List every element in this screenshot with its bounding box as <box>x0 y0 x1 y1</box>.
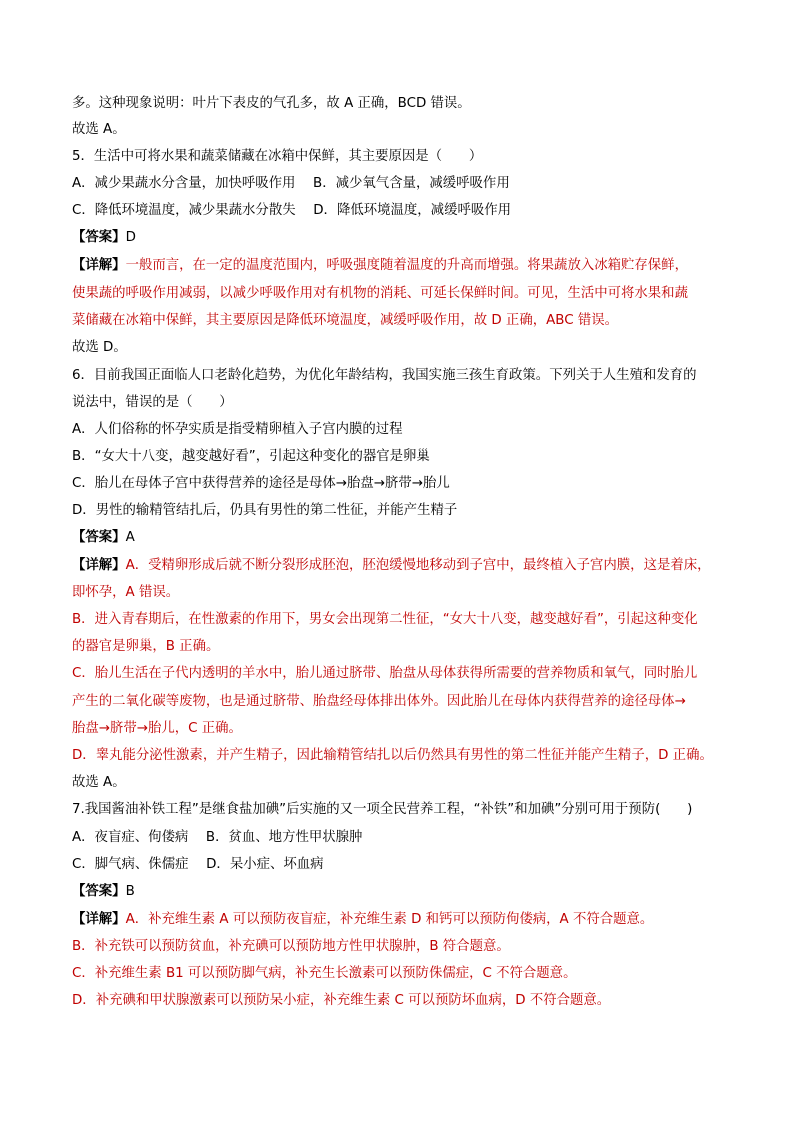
explanation-text: 一般而言，在一定的温度范围内，呼吸强度随着温度的升高而增强。将果蔬放入冰箱贮存保鲜， <box>125 258 688 273</box>
question-7-stem: 7.我国酱油补铁工程”是继食盐加碘”后实施的又一项全民营养工程，“补铁”和加碘”分别可用于预防( ) <box>72 802 693 817</box>
line-choose-a: 故选 A。 <box>72 122 126 137</box>
question-6-option-a: A．人们俗称的怀孕实质是指受精卵植入子宫内膜的过程 <box>72 422 403 437</box>
question-6-stem-line-2: 说法中，错误的是（ ） <box>72 395 233 410</box>
question-7-answer <box>72 882 732 902</box>
question-7-options-ab: A．夜盲症、佝偻病 B．贫血、地方性甲状腺肿 <box>72 830 363 845</box>
answer-value: A <box>125 530 135 545</box>
answer-tag: 【答案】 <box>72 230 126 245</box>
question-5-choose: 故选 D。 <box>72 340 127 355</box>
question-5-answer <box>72 228 732 248</box>
question-7-options-cd: C．脚气病、侏儒症 D．呆小症、坏血病 <box>72 857 324 872</box>
question-7-explanation-line-1 <box>72 910 732 930</box>
question-6-answer <box>72 528 732 548</box>
question-6-explanation-line-4: 的器官是卵巢，B 正确。 <box>72 639 220 654</box>
question-5-explanation-line-3: 菜储藏在冰箱中保鲜，其主要原因是降低环境温度，减缓呼吸作用，故 D 正确，ABC 错误。 <box>72 313 618 328</box>
question-6-explanation-line-3: B．进入青春期后，在性激素的作用下，男女会出现第二性征，“女大十八变，越变越好看”，引起这种变化 <box>72 612 698 627</box>
explanation-tag: 【详解】 <box>72 558 126 573</box>
question-6-explanation-line-6: 产生的二氧化碳等废物，也是通过脐带、胎盘经母体排出体外。因此胎儿在母体内获得营养的途径母体→ <box>72 694 686 709</box>
explanation-text: A．补充维生素 A 可以预防夜盲症，补充维生素 D 和钙可以预防佝偻病，A 不符合题意。 <box>125 912 654 927</box>
question-5-options-cd: C．降低环境温度，减少果蔬水分散失 D．降低环境温度，减缓呼吸作用 <box>72 203 512 218</box>
question-5-options-ab: A．减少果蔬水分含量，加快呼吸作用 B．减少氧气含量，减缓呼吸作用 <box>72 176 510 191</box>
question-5-explanation-line-2: 使果蔬的呼吸作用减弱，以减少呼吸作用对有机物的消耗、可延长保鲜时间。可见，生活中可将水果和蔬 <box>72 286 688 301</box>
question-7-explanation-line-4: D．补充碘和甲状腺激素可以预防呆小症，补充维生素 C 可以预防坏血病，D 不符合题意。 <box>72 993 611 1008</box>
question-6-choose: 故选 A。 <box>72 775 126 790</box>
answer-value: B <box>125 884 135 899</box>
question-6-option-b: B．“女大十八变，越变越好看”，引起这种变化的器官是卵巢 <box>72 449 430 464</box>
question-7-explanation-line-3: C．补充维生素 B1 可以预防脚气病，补充生长激素可以预防侏儒症，C 不符合题意。 <box>72 966 577 981</box>
question-7-explanation-line-2: B．补充铁可以预防贫血，补充碘可以预防地方性甲状腺肿，B 符合题意。 <box>72 939 510 954</box>
explanation-text: A．受精卵形成后就不断分裂形成胚泡，胚泡缓慢地移动到子宫中，最终植入子宫内膜，这是着床， <box>125 558 711 573</box>
question-6-option-d: D．男性的输精管结扎后，仍具有男性的第二性征，并能产生精子 <box>72 503 458 518</box>
question-6-explanation-line-8: D．睾丸能分泌性激素，并产生精子，因此输精管结扎以后仍然具有男性的第二性征并能产生精子，D 正确。 <box>72 748 713 763</box>
question-6-explanation-line-1 <box>72 556 732 576</box>
question-6-explanation-line-5: C．胎儿生活在子代内透明的羊水中，胎儿通过脐带、胎盘从母体获得所需要的营养物质和氧气，同时胎儿 <box>72 666 698 681</box>
question-6-explanation-line-7: 胎盘→脐带→胎儿，C 正确。 <box>72 721 242 736</box>
line-analysis-end: 多。这种现象说明：叶片下表皮的气孔多，故 A 正确，BCD 错误。 <box>72 96 471 111</box>
explanation-tag: 【详解】 <box>72 258 126 273</box>
answer-value: D <box>125 230 136 245</box>
question-5-explanation-line-1 <box>72 256 732 276</box>
question-5-stem: 5．生活中可将水果和蔬菜储藏在冰箱中保鲜，其主要原因是（ ） <box>72 149 483 164</box>
answer-tag: 【答案】 <box>72 884 126 899</box>
question-6-stem-line-1: 6．目前我国正面临人口老龄化趋势，为优化年龄结构，我国实施三孩生育政策。下列关于人生殖和发育的 <box>72 368 697 383</box>
question-6-explanation-line-2: 即怀孕，A 错误。 <box>72 585 180 600</box>
answer-tag: 【答案】 <box>72 530 126 545</box>
explanation-tag: 【详解】 <box>72 912 126 927</box>
question-6-option-c: C．胎儿在母体子宫中获得营养的途径是母体→胎盘→脐带→胎儿 <box>72 476 450 491</box>
